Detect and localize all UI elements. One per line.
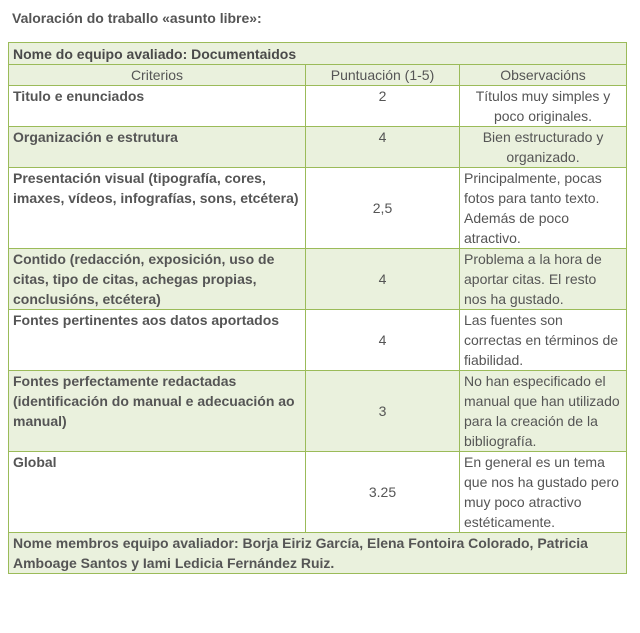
- observation-cell: Bien estructurado y organizado.: [460, 127, 627, 168]
- criterion-cell: Fontes pertinentes aos datos aportados: [9, 310, 306, 371]
- criterion-cell: Presentación visual (tipografía, cores, imaxes, vídeos, infografías, sons, etcétera): [9, 168, 306, 249]
- page-title: Valoración do traballo «asunto libre»:: [12, 10, 262, 26]
- table-row: [9, 86, 627, 127]
- score-cell: 2: [306, 86, 460, 127]
- criterion-cell: Organización e estrutura: [9, 127, 306, 168]
- column-header-score: Puntuación (1-5): [306, 65, 460, 86]
- team-row: [9, 43, 627, 65]
- table-row: [9, 168, 627, 249]
- score-cell: 4: [306, 127, 460, 168]
- evaluator-team-members: Nome membros equipo avaliador: Borja Eiriz García, Elena Fontoira Colorado, Patricia Amboage Santos y Iami Ledicia Fernández Ruiz.: [9, 533, 627, 574]
- criterion-cell: Titulo e enunciados: [9, 86, 306, 127]
- observation-cell: Principalmente, pocas fotos para tanto texto. Además de poco atractivo.: [460, 168, 627, 249]
- criterion-cell: Contido (redacción, exposición, uso de citas, tipo de citas, achegas propias, conclusións, etcétera): [9, 249, 306, 310]
- table-row: [9, 249, 627, 310]
- observation-cell: No han especificado el manual que han utilizado para la creación de la bibliografía.: [460, 371, 627, 452]
- score-cell: 4: [306, 249, 460, 310]
- table-row: [9, 310, 627, 371]
- team-name: Nome do equipo avaliado: Documentaidos: [9, 43, 627, 65]
- table-row: [9, 127, 627, 168]
- table-row: [9, 452, 627, 533]
- column-header-observations: Observacións: [460, 65, 627, 86]
- header-row: [9, 65, 627, 86]
- footer-row: [9, 533, 627, 574]
- score-cell: 2,5: [306, 168, 460, 249]
- criterion-cell: Fontes perfectamente redactadas (identificación do manual e adecuación ao manual): [9, 371, 306, 452]
- table-row: [9, 371, 627, 452]
- criterion-cell: Global: [9, 452, 306, 533]
- observation-cell: Las fuentes son correctas en términos de fiabilidad.: [460, 310, 627, 371]
- observation-cell: Títulos muy simples y poco originales.: [460, 86, 627, 127]
- score-cell: 4: [306, 310, 460, 371]
- score-cell: 3: [306, 371, 460, 452]
- observation-cell: Problema a la hora de aportar citas. El resto nos ha gustado.: [460, 249, 627, 310]
- column-header-criteria: Criterios: [9, 65, 306, 86]
- observation-cell: En general es un tema que nos ha gustado pero muy poco atractivo estéticamente.: [460, 452, 627, 533]
- score-cell: 3.25: [306, 452, 460, 533]
- evaluation-table: [8, 42, 627, 574]
